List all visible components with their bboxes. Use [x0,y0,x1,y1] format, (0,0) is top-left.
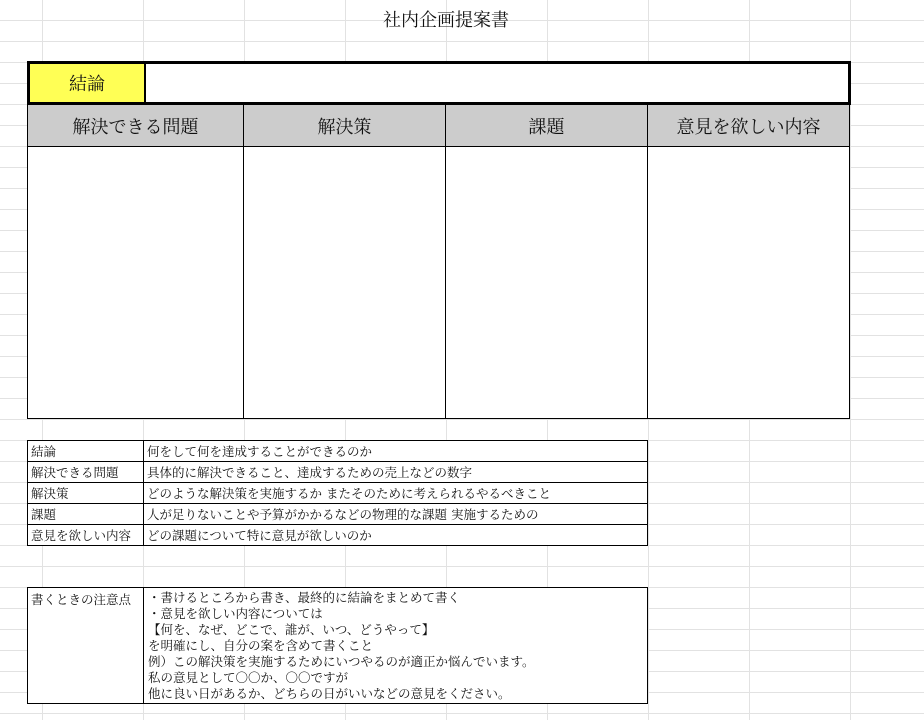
header-feedback-wanted[interactable]: 意見を欲しい内容 [648,105,849,147]
writing-notes [27,587,648,704]
definition-term[interactable]: 解決できる問題 [28,462,144,483]
definition-description[interactable]: 何をして何を達成することができるのか [144,441,648,462]
table-row [28,462,648,483]
header-issues[interactable]: 課題 [446,105,648,147]
notes-line: ・意見を欲しい内容については [148,606,323,621]
table-row [28,441,648,462]
definition-term[interactable]: 結論 [28,441,144,462]
proposal-grid [27,104,850,419]
cell-solution[interactable] [244,147,446,418]
definition-term[interactable]: 解決策 [28,483,144,504]
notes-line: を明確にし、自分の案を含めて書くこと [148,638,374,653]
conclusion-row [27,61,851,105]
document-title: 社内企画提案書 [383,10,509,31]
notes-line: 私の意見として〇〇か、〇〇ですが [148,670,349,685]
definition-description[interactable]: どのような解決策を実施するか またそのために考えられるやるべきこと [144,483,648,504]
conclusion-label: 結論 [30,64,146,102]
notes-line: 他に良い日があるか、どちらの日がいいなどの意見をください。 [148,686,511,701]
notes-content[interactable] [144,588,647,703]
table-row [28,525,648,546]
cell-issues[interactable] [446,147,648,418]
notes-line: 【何を、なぜ、どこで、誰が、いつ、どうやって】 [148,622,435,637]
notes-label[interactable]: 書くときの注意点 [28,588,144,703]
definitions-table [27,440,648,546]
cell-solvable-problem[interactable] [28,147,244,418]
definition-description[interactable]: 人が足りないことや予算がかかるなどの物理的な課題 実施するための [144,504,648,525]
conclusion-input-cell[interactable] [146,64,848,102]
header-solution[interactable]: 解決策 [244,105,446,147]
table-row [28,504,648,525]
definition-description[interactable]: 具体的に解決できること、達成するための売上などの数字 [144,462,648,483]
definition-term[interactable]: 意見を欲しい内容 [28,525,144,546]
definition-description[interactable]: どの課題について特に意見が欲しいのか [144,525,648,546]
notes-line: ・書けるところから書き、最終的に結論をまとめて書く [148,590,461,605]
definition-term[interactable]: 課題 [28,504,144,525]
cell-feedback-wanted[interactable] [648,147,849,418]
notes-line: 例）この解決策を実施するためにいつやるのが適正か悩んでいます。 [148,654,535,669]
header-solvable-problem[interactable]: 解決できる問題 [28,105,244,147]
table-row [28,483,648,504]
